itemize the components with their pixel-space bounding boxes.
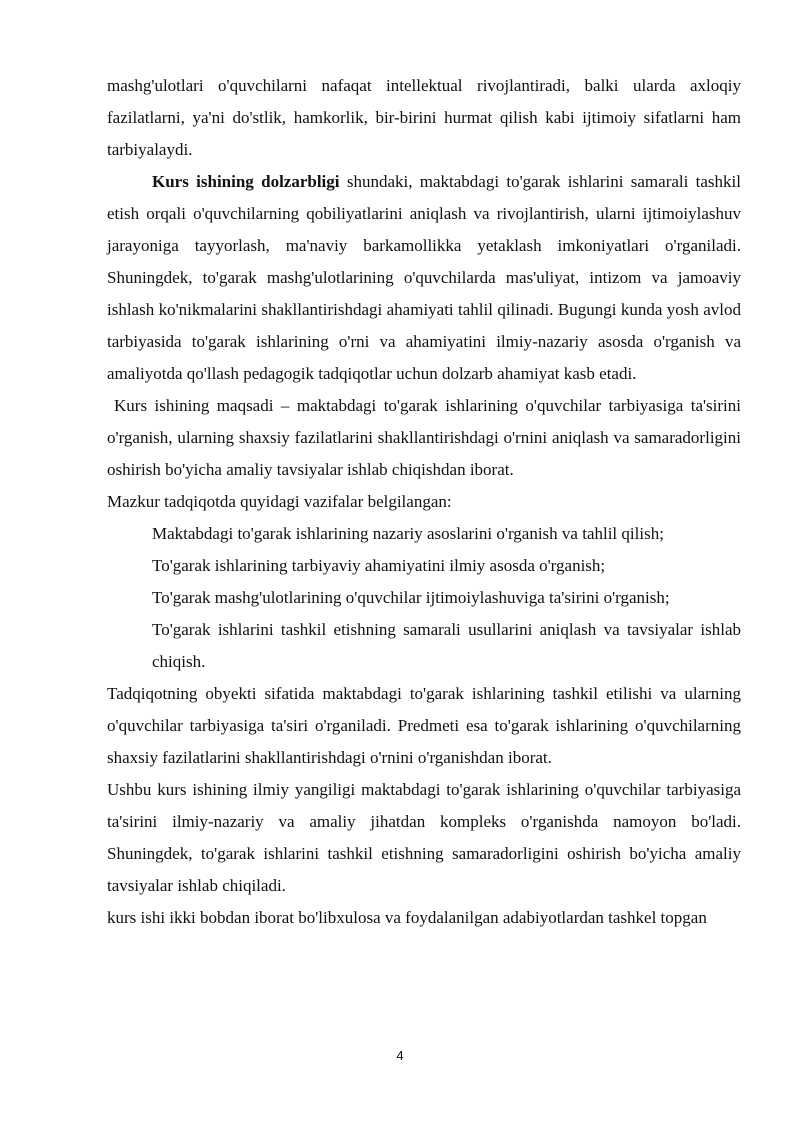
task-item: To'garak ishlarini tashkil etishning samarali usullarini aniqlash va tavsiyalar ishlab chiqish. xyxy=(152,620,741,671)
paragraph-relevance xyxy=(107,166,741,390)
paragraph-object-subject: Tadqiqotning obyekti sifatida maktabdagi to'garak ishlarining tashkil etilishi va ularning o'quvchilar tarbiyasiga ta'siri o'rganiladi. Predmeti esa to'garak ishlarining o'quvchilarning shaxsiy fazilatlarini shakllantirishdagi o'rnini o'rganishdan iborat. xyxy=(107,684,741,767)
paragraph-structure: kurs ishi ikki bobdan iborat bo'libxulosa va foydalanilgan adabiyotlardan tashkel topgan xyxy=(107,908,707,927)
task-item: To'garak mashg'ulotlarining o'quvchilar ijtimoiylashuviga ta'sirini o'rganish; xyxy=(152,588,670,607)
relevance-text: shundaki, maktabdagi to'garak ishlarini samarali tashkil etish orqali o'quvchilarning qobiliyatlarini aniqlash va rivojlantirish, ularni ijtimoiylashuv jarayoniga tayyorlash, ma'naviy barkamollikka yetaklash imkoniyatlari o'rganiladi. Shuningdek, to'garak mashg'ulotlarining o'quvchilarda mas'uliyat, intizom va jamoaviy ishlash ko'nikmalarini shakllantirishdagi ahamiyati tahlil qilinadi. Bugungi kunda yosh avlod tarbiyasida to'garak ishlarining o'rni va ahamiyatini ilmiy-nazariy asosda o'rganish va amaliyotda qo'llash pedagogik tadqiqotlar uchun dolzarb ahamiyat kasb etadi. xyxy=(107,172,741,383)
paragraph-novelty: Ushbu kurs ishining ilmiy yangiligi maktabdagi to'garak ishlarining o'quvchilar tarbiyasiga ta'sirini ilmiy-nazariy va amaliy jihatdan kompleks o'rganishda namoyon bo'ladi. Shuningdek, to'garak ishlarini tashkil etishning samaradorligini oshirish bo'yicha amaliy tavsiyalar ishlab chiqiladi. xyxy=(107,780,741,895)
paragraph-intro-continuation: mashg'ulotlari o'quvchilarni nafaqat intellektual rivojlantiradi, balki ularda axloqiy fazilatlarni, ya'ni do'stlik, hamkorlik, bir-birini hurmat qilish kabi ijtimoiy sifatlarni ham tarbiyalaydi. xyxy=(107,76,741,159)
relevance-heading: Kurs ishining dolzarbligi xyxy=(152,172,340,191)
page-number: 4 xyxy=(396,1048,404,1063)
document-body xyxy=(107,70,741,934)
task-item: To'garak ishlarining tarbiyaviy ahamiyatini ilmiy asosda o'rganish; xyxy=(152,556,606,575)
task-item: Maktabdagi to'garak ishlarining nazariy asoslarini o'rganish va tahlil qilish; xyxy=(152,524,664,543)
paragraph-goal: Kurs ishining maqsadi – maktabdagi to'garak ishlarining o'quvchilar tarbiyasiga ta'sirini o'rganish, ularning shaxsiy fazilatlarini shakllantirishdagi o'rnini aniqlash va samaradorligini oshirish bo'yicha amaliy tavsiyalar ishlab chiqishdan iborat. xyxy=(107,396,741,479)
paragraph-tasks-intro: Mazkur tadqiqotda quyidagi vazifalar belgilangan: xyxy=(107,492,452,511)
